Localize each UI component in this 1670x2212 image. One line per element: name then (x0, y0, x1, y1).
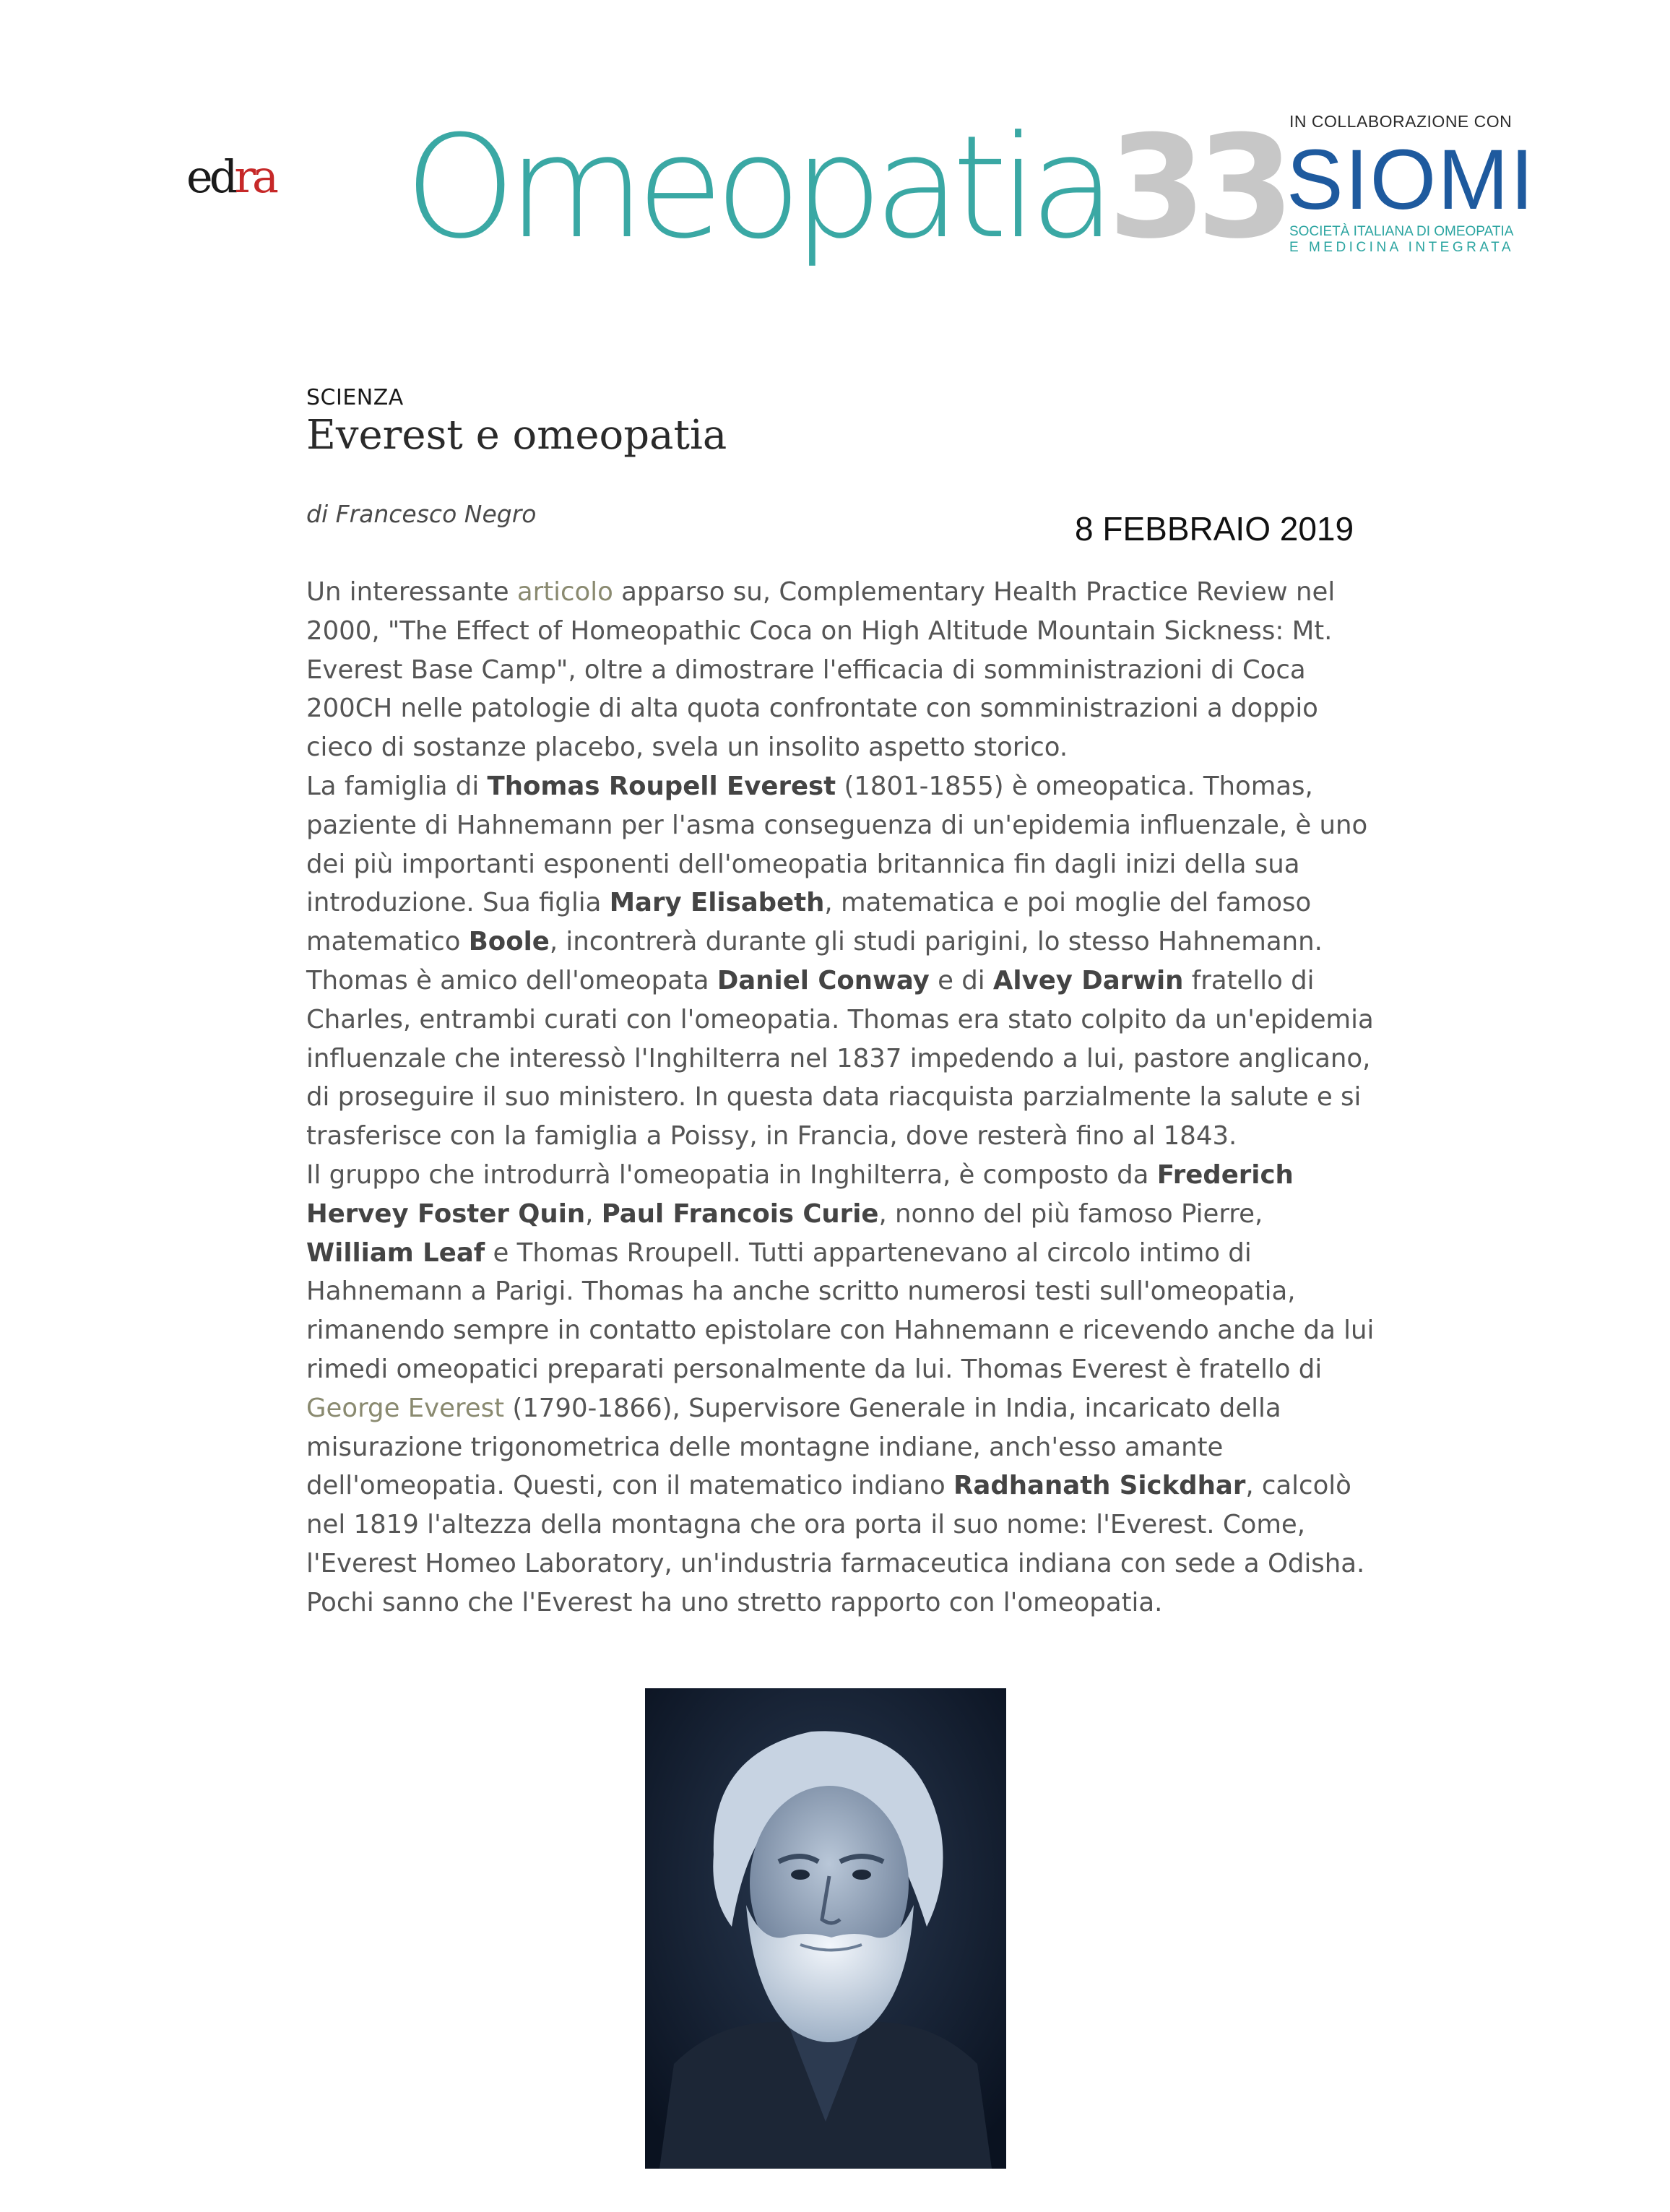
article-body (306, 573, 1375, 1623)
text-run: (1801-1855) è omeopatica. Thomas, paziente di Hahnemann per l'asma conseguenza di un'epidemia influenzale, è uno dei più importanti esponenti dell'omeopatia britannica fin dagli inizi della sua introduzione. Sua figlia (306, 771, 1368, 918)
text-run: fratello di Charles, entrambi curati con l'omeopatia. Thomas era stato colpito da un'epidemia influenzale che interessò l'Inghilterra nel 1837 impedendo a lui, pastore anglicano, di proseguire il suo ministero. In questa data riacquista parzialmente la salute e si trasferisce con la famiglia a Poissy, in Francia, dove resterà fino al 1843. (306, 965, 1374, 1152)
text-run: e di (929, 965, 993, 995)
name-frederich-quin: Frederich Hervey Foster Quin (306, 1159, 1294, 1229)
text-run: e Thomas Rroupell. Tutti appartenevano al circolo intimo di Hahnemann a Parigi. Thomas ha anche scritto numerosi testi sull'omeopatia, rimanendo sempre in contatto epistolare con Hahnemann e ricevendo anche da lui rimedi omeopatici preparati personalmente da lui. Thomas Everest è fratello di (306, 1237, 1375, 1384)
text-run: , incontrerà durante gli studi parigini, lo stesso Hahnemann. Thomas è amico dell'omeopata (306, 927, 1323, 995)
paragraph-1 (306, 573, 1375, 767)
siomi-wordmark: SIOMI (1286, 132, 1536, 228)
siomi-subtitle-line2: E MEDICINA INTEGRATA (1289, 240, 1514, 255)
portrait-illustration (645, 1688, 1006, 2169)
siomi-subtitle-line1: SOCIETÀ ITALIANA DI OMEOPATIA (1289, 224, 1514, 239)
name-mary-elisabeth: Mary Elisabeth (609, 888, 825, 918)
edra-logo-red: ra (234, 150, 275, 203)
text-run: La famiglia di (306, 771, 488, 801)
text-run: , (585, 1198, 602, 1229)
right-eye (852, 1870, 871, 1880)
article-title: Everest e omeopatia (306, 412, 727, 459)
paragraph-2 (306, 767, 1375, 1156)
name-thomas-roupell-everest: Thomas Roupell Everest (487, 771, 836, 801)
left-eye (791, 1870, 810, 1880)
section-label: SCIENZA (306, 385, 404, 410)
name-paul-francois-curie: Paul Francois Curie (601, 1198, 879, 1229)
text-run: Un interessante (306, 577, 517, 607)
name-william-leaf: William Leaf (306, 1237, 485, 1268)
article-byline: di Francesco Negro (306, 500, 537, 528)
name-daniel-conway: Daniel Conway (717, 965, 930, 995)
name-boole: Boole (468, 927, 550, 957)
name-radhanath-sickdhar: Radhanath Sickdhar (953, 1471, 1246, 1501)
text-run: Il gruppo che introdurrà l'omeopatia in Inghilterra, è composto da (306, 1159, 1157, 1190)
masthead-number: 33 (1107, 105, 1285, 270)
masthead-logo (404, 105, 1285, 270)
text-run: , calcolò nel 1819 l'altezza della montagna che ora porta il suo nome: l'Everest. Come, l'Everest Homeo Laboratory, un'industria farmaceutica indiana con sede a Odisha. Pochi sanno che l'Everest ha uno stretto rapporto con l'omeopatia. (306, 1471, 1365, 1617)
edra-logo-dark: ed (186, 150, 235, 203)
paragraph-3 (306, 1156, 1375, 1623)
articolo-link[interactable]: articolo (516, 577, 613, 607)
text-run: (1790-1866), Supervisore Generale in India, incaricato della misurazione trigonometrica delle montagne indiane, anch'esso amante dell'omeopatia. Questi, con il matematico indiano (306, 1393, 1281, 1501)
text-run: , matematica e poi moglie del famoso matematico (306, 888, 1312, 957)
masthead-word: Omeopatia (404, 105, 1108, 270)
george-everest-link[interactable]: George Everest (306, 1393, 505, 1423)
partner-logo (1286, 112, 1536, 264)
portrait-photo (645, 1688, 1006, 2169)
collaboration-label: IN COLLABORAZIONE CON (1289, 112, 1513, 131)
article-date: 8 FEBBRAIO 2019 (1075, 510, 1354, 548)
text-run: apparso su, Complementary Health Practice Review nel 2000, "The Effect of Homeopathic Coca on High Altitude Mountain Sickness: Mt. Everest Base Camp", oltre a dimostrare l'efficacia di somministrazioni di Coca 200CH nelle patologie di alta quota confrontate con somministrazioni a doppio cieco di sostanze placebo, svela un insolito aspetto storico. (306, 577, 1336, 763)
edra-logo (186, 148, 295, 206)
text-run: , nonno del più famoso Pierre, (878, 1198, 1263, 1229)
name-alvey-darwin: Alvey Darwin (992, 965, 1184, 995)
